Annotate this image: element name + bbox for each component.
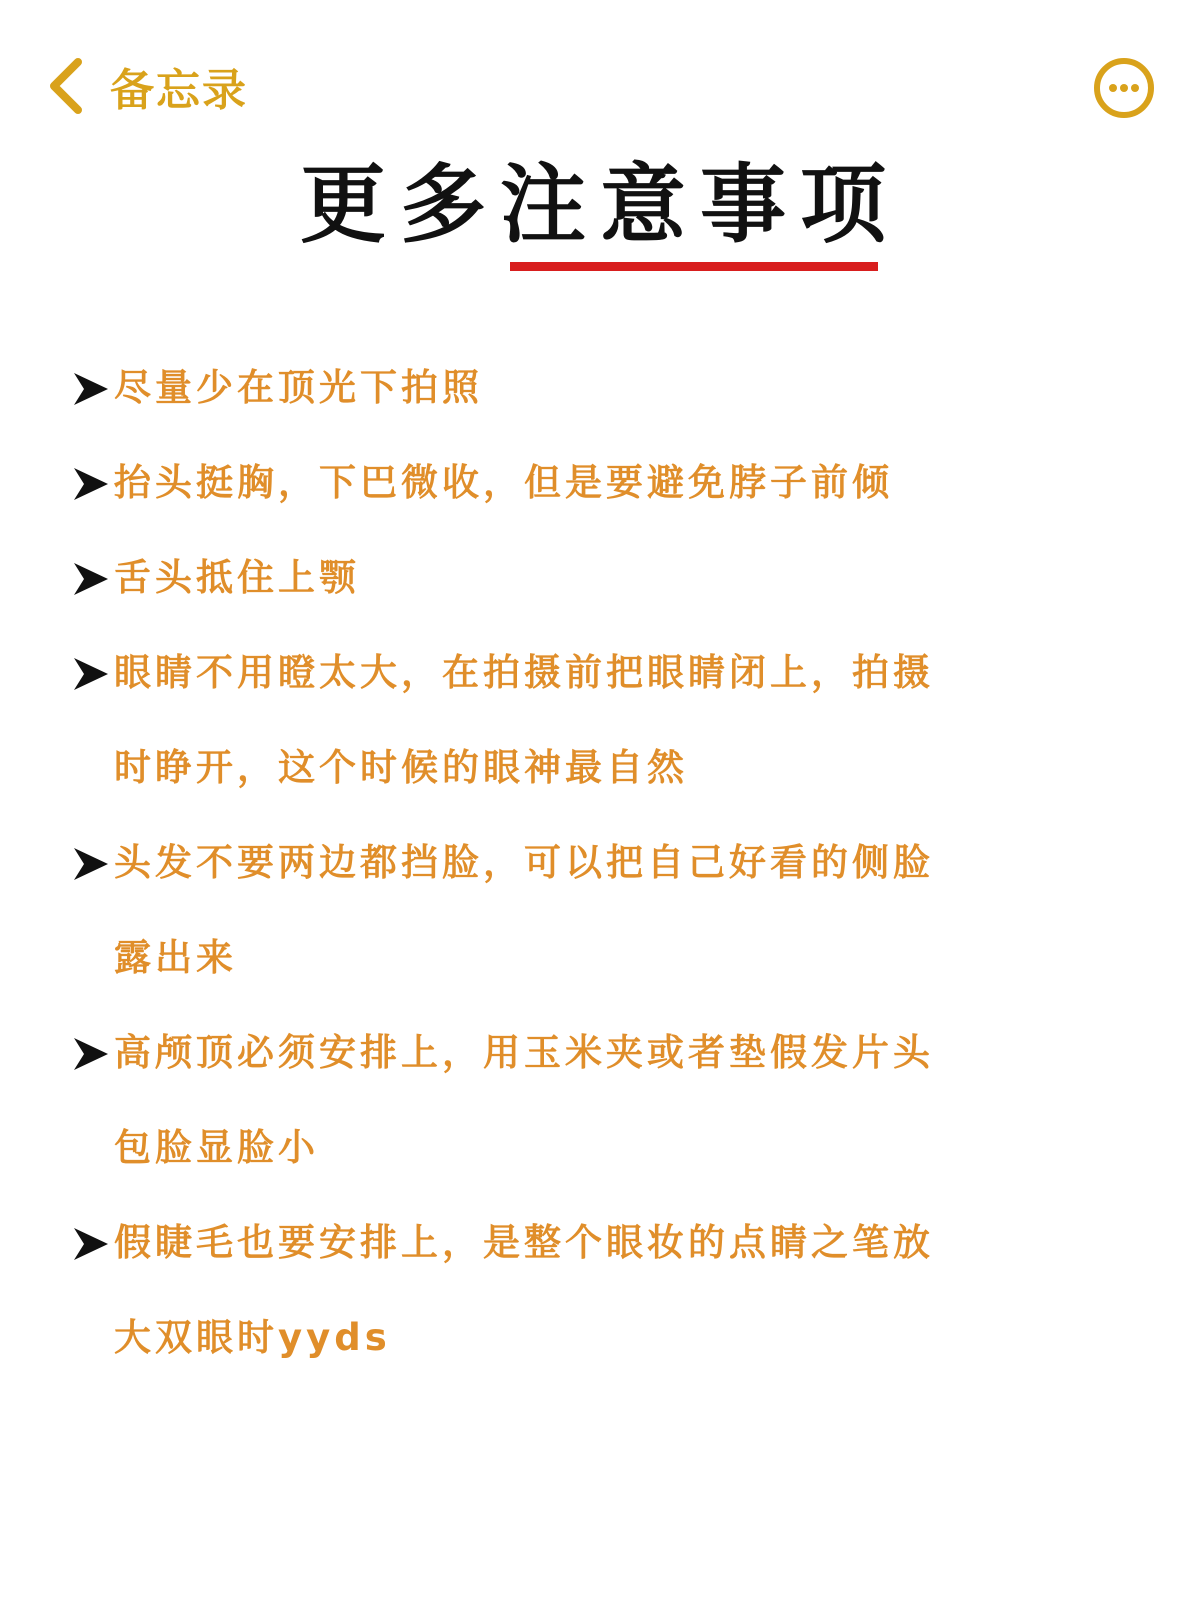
title-wrap bbox=[0, 150, 1200, 260]
title-underline bbox=[510, 262, 878, 271]
list-item bbox=[66, 625, 1146, 815]
back-label: 备忘录 bbox=[110, 65, 248, 116]
note-text: 抬头挺胸，下巴微收，但是要避免脖子前倾 bbox=[114, 461, 893, 504]
list-item bbox=[66, 1005, 1146, 1195]
list-item bbox=[66, 340, 1146, 435]
note-text: 舌头抵住上颚 bbox=[114, 556, 360, 599]
arrowhead-icon bbox=[72, 466, 110, 502]
note-text: 头发不要两边都挡脸，可以把自己好看的侧脸露出来 bbox=[114, 841, 934, 979]
list-item bbox=[66, 815, 1146, 1005]
note-text: 假睫毛也要安排上，是整个眼妆的点睛之笔放大双眼时yyds bbox=[114, 1221, 934, 1359]
note-text: 高颅顶必须安排上，用玉米夹或者垫假发片头包脸显脸小 bbox=[114, 1031, 934, 1169]
arrowhead-icon bbox=[72, 1226, 110, 1262]
list-item bbox=[66, 530, 1146, 625]
page-title: 更多注意事项 bbox=[300, 155, 900, 255]
ellipsis-circle-icon[interactable] bbox=[1092, 56, 1156, 120]
note-text: 尽量少在顶光下拍照 bbox=[114, 366, 483, 409]
list-item bbox=[66, 1195, 1146, 1385]
nav-bar bbox=[0, 40, 1200, 130]
chevron-left-icon bbox=[44, 56, 88, 116]
arrowhead-icon bbox=[72, 656, 110, 692]
back-button[interactable] bbox=[44, 54, 248, 118]
note-text: 眼睛不用瞪太大，在拍摄前把眼睛闭上，拍摄时睁开，这个时候的眼神最自然 bbox=[114, 651, 934, 789]
arrowhead-icon bbox=[72, 1036, 110, 1072]
list-item bbox=[66, 435, 1146, 530]
arrowhead-icon bbox=[72, 846, 110, 882]
arrowhead-icon bbox=[72, 561, 110, 597]
notes-list bbox=[66, 340, 1146, 1385]
arrowhead-icon bbox=[72, 371, 110, 407]
